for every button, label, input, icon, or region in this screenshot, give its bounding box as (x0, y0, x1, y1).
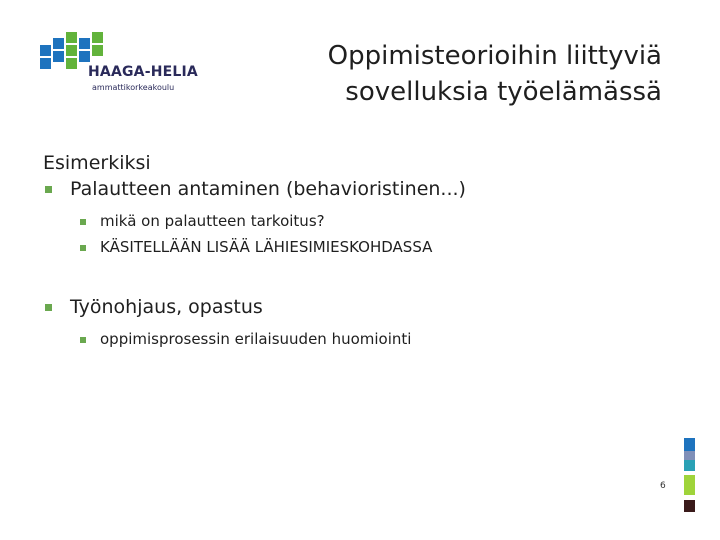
bullet-label: Palautteen antaminen (behavioristinen...) (70, 178, 466, 200)
bullet-label: Työnohjaus, opastus (70, 296, 263, 318)
sub-bullet-label: KÄSITELLÄÄN LISÄÄ LÄHIESIMIESKOHDASSA (100, 238, 433, 256)
square-bullet-icon (80, 337, 86, 343)
square-bullet-icon (45, 186, 52, 193)
slide-title-line-1: Oppimisteorioihin liittyviä (327, 41, 662, 71)
deco-block-blue (684, 438, 695, 451)
logo-name: HAAGA-HELIA (88, 64, 198, 80)
bullet-item-feedback (43, 176, 663, 202)
sub-bullet-item (43, 326, 663, 352)
square-bullet-icon (80, 219, 86, 225)
deco-block-dark (684, 500, 695, 512)
bullet-item-guidance (43, 294, 663, 320)
deco-block-lime (684, 475, 695, 495)
square-bullet-icon (45, 304, 52, 311)
deco-block-lavender (684, 451, 695, 460)
intro-text: Esimerkiksi (43, 152, 151, 174)
sub-bullet-item (43, 234, 663, 260)
haaga-helia-logo (40, 32, 210, 102)
deco-block-teal (684, 460, 695, 471)
sub-bullet-label: oppimisprosessin erilaisuuden huomiointi (100, 330, 412, 348)
slide-content (43, 150, 663, 352)
logo-subtitle: ammattikorkeakoulu (92, 83, 175, 92)
page-number: 6 (660, 481, 666, 491)
sub-bullet-label: mikä on palautteen tarkoitus? (100, 212, 325, 230)
slide-title (328, 38, 662, 110)
sub-bullet-item (43, 208, 663, 234)
slide-title-line-2: sovelluksia työelämässä (345, 77, 662, 107)
square-bullet-icon (80, 245, 86, 251)
